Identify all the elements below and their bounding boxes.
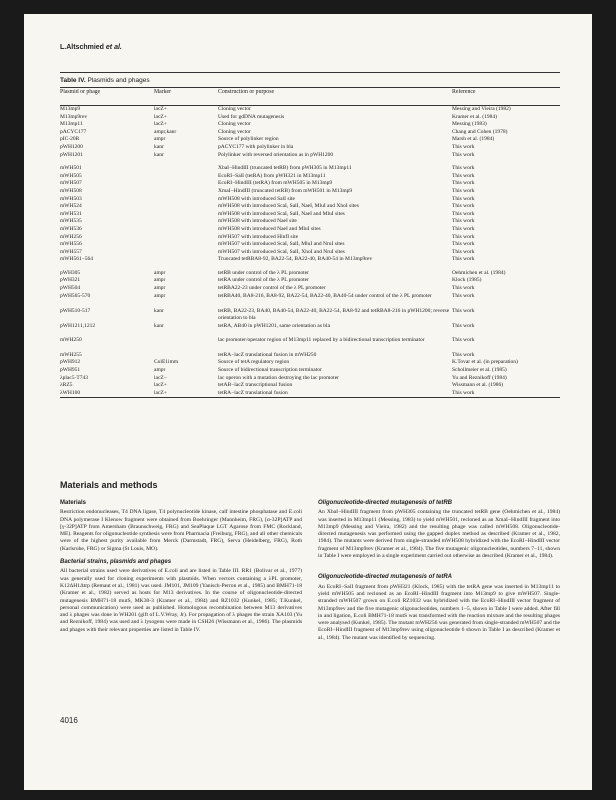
cell-reference: Marsh et al. (1984): [452, 136, 495, 143]
cell-plasmid: M13mp11: [60, 121, 83, 128]
table-header-row: [60, 89, 560, 105]
cell-construction: Cloning vector: [218, 128, 251, 135]
cell-construction: EcoRI−HindIII (tetRA) from mWH505 in M13mp9: [218, 180, 333, 187]
cell-reference: This work: [452, 187, 475, 194]
cell-construction: tetAB−lacZ transcriptional fusion: [218, 382, 293, 389]
table-row: [60, 144, 560, 152]
cell-construction: XmaI−HindIII (truncated tetRB) from mWH501 in M13mp9: [218, 187, 353, 194]
table-title: Plasmids and phages: [87, 77, 150, 84]
subsection-strains: [60, 559, 302, 634]
cell-plasmid: pIC-20R: [60, 136, 80, 143]
cell-marker: ampr,kanr: [154, 128, 177, 135]
cell-construction: mWH508 with introduced ScaI, SalI, NaeI and MluI sites: [218, 210, 345, 217]
cell-construction: Cloning vector: [218, 106, 251, 112]
cell-marker: lacZ+: [154, 382, 167, 389]
cell-reference: This work: [452, 151, 475, 158]
cell-marker: lacZ+: [154, 121, 167, 128]
cell-construction: mWH507 with introduced HinfI site: [218, 233, 299, 240]
cell-plasmid: pWH1200: [60, 143, 83, 150]
paragraph: An EcoRI−SalI fragment from pWH321 (Klock, 1985) with the tetRA gene was inserted in M13mp11 to yield mWH505 and recloned as an EcoRI−HindIII fragment into M13mp9 to give mWH507. Single-stranded mWH507 grown on E.coli RZ1032 was hybridized with the EcoRI−HindIII vector fragment of M13mp9rev and the five mutagenic oligonucleotides, numbers 1−5, shown in Table I were added. After fill in and ligation, E.coli BMH71-18 mutS was transformed with the reaction mixture and the resulting phages were analysed (Kunkel, 1985). The mutant mWH256 was generated from single-stranded mWH507 and the EcoRI−HindIII fragment of M13mp9rev using oligonucleotide 6 shown in Table I as described (Kramer et al., 1984). The mutant was identified by sequencing.: [318, 583, 560, 641]
cell-reference: Chang and Cohen (1978): [452, 128, 508, 135]
cell-plasmid: pWH565-570: [60, 292, 91, 299]
cell-marker: lacZ+: [154, 389, 167, 396]
table-row: [60, 352, 560, 360]
cell-construction: EcoRI−SalI (tetRA) from pWH321 in M13mp11: [218, 172, 326, 179]
cell-marker: ColE1imm: [154, 359, 179, 366]
cell-reference: This work: [452, 165, 475, 172]
table-row: [60, 241, 560, 249]
cell-reference: This work: [452, 285, 475, 292]
cell-construction: tetRA−lacZ translational fusion: [218, 389, 288, 396]
cell-construction: Polylinker with reversed orientation as in pWH1200: [218, 151, 334, 158]
cell-marker: lacZ−: [154, 374, 167, 381]
cell-plasmid: mWH256: [60, 233, 82, 240]
cell-construction: tetRB, BA22-23, BA40, BA40-54, BA22-40, BA22-54, BA8-92 and tetRBA8-216 in pWH1200; reverse orientation to bla: [218, 307, 450, 322]
cell-construction: Used for gdDNA mutagenesis: [218, 113, 285, 120]
subsection-materials: [60, 500, 302, 553]
cell-plasmid: pWH321: [60, 277, 81, 284]
cell-plasmid: λRZ5: [60, 382, 73, 389]
cell-plasmid: mWH531: [60, 210, 82, 217]
cell-marker: ampr: [154, 269, 166, 276]
cell-marker: lacZ+: [154, 113, 167, 120]
col-header-plasmid: Plasmid or phage: [60, 89, 101, 95]
cell-reference: This work: [452, 248, 475, 255]
subsection-heading: Oligonucleotide-directed mutagenesis of tetRA: [318, 574, 453, 581]
cell-reference: This work: [452, 292, 475, 299]
table-row: [60, 308, 560, 323]
cell-reference: This work: [452, 203, 475, 210]
cell-construction: mWH508 with introduced SalI site: [218, 195, 295, 202]
cell-reference: This work: [452, 233, 475, 240]
table-row: [60, 173, 560, 181]
cell-reference: This work: [452, 143, 475, 150]
paper-page: [24, 14, 592, 790]
cell-reference: Wissmann et al. (1986): [452, 382, 504, 389]
cell-plasmid: mWH561−564: [60, 256, 94, 263]
table-top-rule: [60, 72, 560, 73]
cell-plasmid: mWH556: [60, 241, 82, 248]
cell-marker: lacZ+: [154, 106, 167, 112]
cell-plasmid: λplac5·T743: [60, 374, 89, 381]
table-body: [60, 106, 560, 397]
table-row: [60, 256, 560, 264]
cell-reference: This work: [452, 195, 475, 202]
col-header-construction: Construction or purpose: [218, 89, 275, 95]
cell-plasmid: mWH507: [60, 180, 82, 187]
cell-marker: ampr: [154, 136, 166, 143]
col-header-marker: Marker: [154, 89, 172, 95]
table-row: [60, 106, 560, 114]
cell-plasmid: M13mp9rev: [60, 113, 88, 120]
cell-plasmid: mWH508: [60, 187, 82, 194]
paragraph: Restriction endonucleases, T4 DNA ligase, T4 polynucleotide kinase, calf intestine phosphatase and E.coli DNA polymerase I Klenow fragment were obtained from Boehringer (Mannheim, FRG), [α-32P]ATP and [γ-32P]ATP from Amersham (Braunschweig, FRG) and SeaPlaque LGT Agarose from FMC (Rockland, ME). Reagents for oligonucleotide synthesis were from Pharmacia (Freiburg, FRG), and all other chemicals were of the highest purity available from Merck (Darmstadt, FRG), Serva (Heidelberg, FRG), Roth (Karlsruhe, FRG) or Sigma (St Louis, MO).: [60, 509, 302, 552]
cell-construction: XbaI−HindIII (truncated tetRB) from pWH305 in M13mp11: [218, 165, 352, 172]
cell-marker: ampr: [154, 285, 166, 292]
right-column: [318, 500, 560, 648]
cell-construction: mWH508 with introduced ScaI, SalI, NaeI, MluI and XhoI sites: [218, 203, 359, 210]
cell-reference: Messing (1983): [452, 121, 487, 128]
cell-marker: kanr: [154, 143, 164, 150]
table-caption-rule: [60, 87, 560, 88]
cell-plasmid: mWH503: [60, 195, 82, 202]
cell-construction: tetRBA22-23 under control of the λ PL promoter: [218, 285, 326, 292]
cell-construction: tetRA−lacZ translational fusion in mWH250: [218, 351, 317, 358]
table-row: [60, 196, 560, 204]
left-column: [60, 500, 302, 640]
table-row: [60, 293, 560, 308]
cell-reference: This work: [452, 241, 475, 248]
col-header-reference: Reference: [452, 89, 476, 95]
cell-construction: tetRB under control of the λ PL promoter: [218, 269, 309, 276]
cell-construction: mWH508 with introduced NaeI site: [218, 218, 297, 225]
subsection-heading: Materials: [60, 500, 87, 506]
cell-construction: mWH507 with introduced ScaI, SalI, XhoI and NruI sites: [218, 248, 345, 255]
section-title-methods: Materials and methods: [60, 480, 158, 490]
running-header: [60, 44, 122, 51]
cell-reference: This work: [452, 218, 475, 225]
cell-construction: Source of tetA regulatory region: [218, 359, 290, 366]
cell-marker: kanr: [154, 323, 164, 330]
table-row: [60, 180, 560, 188]
table-row: [60, 203, 560, 211]
paragraph: All bacterial strains used were derivatives of E.coli and are listed in Table III. RR1 (Bolivar et al., 1977) was generally used for cloning experiments with plasmids. When vectors containing a λPL promoter, K12ΔH1Δtrp (Remaut et al., 1981) was used. JM101, JM109 (Yanisch-Perron et al., 1985) and BMH71-18 (Kramer et al., 1982) served as hosts for M13 derivatives. In the course of oligonucleotide-directed mutagenesis BMH71-18 mutS, MK30-3 (Kramer et al., 1984) and RZ1032 (Kunkel, 1985; T.Kunkel, personal communication) were used as published. Homologous recombination between M13 derivatives and λ phages was done in WH201 (gift of L.V.Wray, Jr). For propagation of λ phages the strain XA103 (Yu and Reznikoff, 1984) was used and λ lysogens were made in CSH26 (Wissmann et al., 1986). The plasmids and phages with their relevant properties are listed in Table IV.: [60, 568, 302, 633]
table-row: [60, 152, 560, 160]
cell-reference: This work: [452, 389, 475, 396]
table-row: [60, 249, 560, 257]
table-row: [60, 114, 560, 122]
cell-marker: ampr: [154, 292, 166, 299]
cell-plasmid: mWH255: [60, 351, 82, 358]
cell-reference: This work: [452, 307, 475, 314]
subsection-mutagenesis-tetRB: [318, 500, 560, 560]
header-author: L.Altschmied: [60, 44, 104, 51]
cell-plasmid: mWH505: [60, 172, 82, 179]
cell-reference: This work: [452, 210, 475, 217]
cell-plasmid: pWH510-517: [60, 307, 91, 314]
cell-reference: This work: [452, 225, 475, 232]
table-row: [60, 129, 560, 137]
cell-reference: K.Tovar et al. (in preparation): [452, 359, 518, 366]
cell-marker: ampr: [154, 277, 166, 284]
cell-construction: pACYC177 with polylinker in bla: [218, 143, 294, 150]
table-row: [60, 226, 560, 234]
cell-plasmid: pWH951: [60, 367, 81, 373]
cell-plasmid: mWH524: [60, 203, 82, 210]
table-caption: [60, 77, 560, 84]
cell-plasmid: pWH1201: [60, 151, 83, 158]
subsection-heading: Bacterial strains, plasmids and phages: [60, 559, 172, 566]
cell-construction: tetRA, AB40 in pWH1201, same orientation as bla: [218, 323, 330, 330]
table-row: [60, 136, 560, 144]
cell-marker: kanr: [154, 151, 164, 158]
cell-reference: Schollmeier et al. (1985): [452, 367, 507, 373]
table-row: [60, 390, 560, 398]
table-row: [60, 382, 560, 390]
cell-plasmid: pWH1211,1212: [60, 323, 96, 330]
table-row: [60, 218, 560, 226]
cell-reference: This work: [452, 180, 475, 187]
table-row: [60, 367, 560, 375]
table-row: [60, 121, 560, 129]
cell-plasmid: mWH536: [60, 225, 82, 232]
table-row: [60, 270, 560, 278]
cell-construction: Truncated tetRBA8-92, BA22-54, BA22-40, BA40-54 in M13mp9rev: [218, 256, 373, 263]
cell-reference: This work: [452, 351, 475, 358]
table-row: [60, 337, 560, 352]
cell-reference: This work: [452, 323, 475, 330]
cell-construction: Source of bidirectional transcription terminator: [218, 367, 322, 373]
page-number: 4016: [60, 716, 78, 725]
table-row: [60, 211, 560, 219]
plasmids-table: [60, 72, 560, 398]
cell-construction: Source of polylinker region: [218, 136, 279, 143]
cell-plasmid: mWH557: [60, 248, 82, 255]
cell-reference: Kramer et al. (1984): [452, 113, 497, 120]
cell-construction: mWH508 with introduced NaeI and MluI sites: [218, 225, 321, 232]
table-row: [60, 285, 560, 293]
cell-construction: tetRA under control of the λ PL promoter: [218, 277, 309, 284]
cell-marker: ampr: [154, 367, 166, 373]
cell-reference: Yu and Reznikoff (1984): [452, 374, 507, 381]
cell-construction: lac promoter/operator region of M13mp11 replaced by a bidirectional transcription terminator: [218, 336, 425, 343]
table-row: [60, 165, 560, 173]
cell-reference: Klock (1985): [452, 277, 482, 284]
cell-reference: This work: [452, 172, 475, 179]
cell-construction: tetRBA40, BA8-216, BA8-92, BA22-54, BA22-40, BA40-54 under control of the λ PL promoter: [218, 292, 432, 299]
cell-plasmid: pWH305: [60, 269, 81, 276]
table-row: [60, 359, 560, 367]
header-etal: et al.: [105, 44, 122, 51]
table-row: [60, 277, 560, 285]
cell-plasmid: mWH535: [60, 218, 82, 225]
table-row: [60, 188, 560, 196]
cell-plasmid: mWH250: [60, 336, 82, 343]
table-label: Table IV.: [60, 77, 86, 84]
cell-plasmid: mWH501: [60, 165, 82, 172]
cell-plasmid: M13mp9: [60, 106, 81, 112]
cell-marker: kanr: [154, 307, 164, 314]
table-row: [60, 375, 560, 383]
table-row: [60, 234, 560, 242]
cell-reference: Messing and Vieira (1982): [452, 106, 511, 112]
subsection-mutagenesis-tetRA: [318, 574, 560, 642]
table-row: [60, 323, 560, 331]
cell-reference: This work: [452, 336, 475, 343]
paragraph: An XbaI−HindIII fragment from pWH305 containing the truncated tetRB gene (Oehmichen et al., 1984) was inserted in M13mp11 (Messing, 1983) to yield mWH501, recloned as an XmaI−HindIII fragment into M13mp9 (Messing and Vieira, 1982) and the resulting phage was called mWH508. Oligonucleotide-directed mutagenesis was performed using the gapped duplex method as described (Kramer et al., 1982, 1984). The mutants were derived from single-stranded mWH508 hybridized with the EcoRI−HindIII vector fragment of M13mp9rev (Kramer et al., 1984). The five mutagenic oligonucleotides, numbers 7−11, shown in Table I were employed in a single experiment carried out otherwise as described (Kramer et al., 1984).: [318, 509, 560, 560]
cell-plasmid: pWH504: [60, 285, 81, 292]
cell-plasmid: pACYC177: [60, 128, 87, 135]
cell-construction: lac operon with a mutation destroying the lac promoter: [218, 374, 339, 381]
cell-reference: Oehmichen et al. (1984): [452, 269, 506, 276]
cell-reference: This work: [452, 256, 475, 263]
cell-plasmid: pWH912: [60, 359, 81, 366]
spacer: [318, 566, 560, 574]
cell-construction: mWH507 with introduced ScaI, SalI, MluI and NruI sites: [218, 241, 345, 248]
cell-construction: Cloning vector: [218, 121, 251, 128]
table-bottom-rule: [60, 397, 560, 398]
cell-plasmid: λWH100: [60, 389, 81, 396]
subsection-heading: Oligonucleotide-directed mutagenesis of tetRB: [318, 500, 453, 506]
